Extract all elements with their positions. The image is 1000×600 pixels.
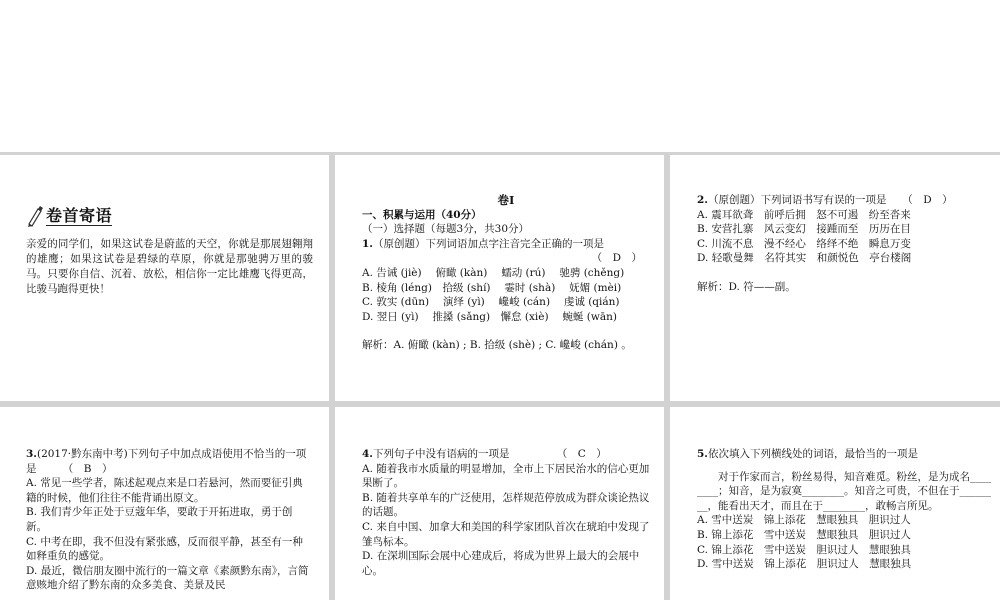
question-text: (2017·黔东南中考)下列句子中加点成语使用不恰当的一项是 (26, 448, 307, 475)
option-c: C. 锦上添花 雪中送炭 胆识过人 慧眼独具 (697, 543, 911, 556)
intro-brand (26, 205, 313, 227)
option-d: D. 雪中送炭 锦上添花 胆识过人 慧眼独具 (697, 558, 912, 571)
answer-bracket: （ B ） (68, 462, 113, 475)
option-a: A. 随着我市水质量的明显增加，全市上下居民治水的信心更加果断了。 (362, 462, 650, 490)
option-b: B. 随着共享单车的广泛使用，怎样规范停放成为群众谈论热议的话题。 (362, 491, 650, 519)
option-c: C. 川流不息 漫不经心 络绎不绝 瞬息万变 (697, 237, 911, 250)
option-a: A. 震耳欲聋 前呼后拥 怒不可遏 纷至沓来 (697, 208, 911, 221)
slide-question-1[interactable] (335, 155, 664, 401)
answer-bracket: （ C ） (561, 448, 607, 460)
pen-icon (26, 205, 44, 227)
analysis-text: 解析：A. 俯瞰 (kàn) ; B. 拾级 (shè) ; C. 巉峻 (chán) 。 (362, 339, 632, 352)
question-number: 1. (362, 237, 373, 250)
question-number: 2. (697, 194, 708, 206)
option-a: A. 告诫 (jiè) 俯瞰 (kàn) 蠕动 (rú) 驰骋 (chěng) (362, 266, 625, 279)
answer-bracket: （ D ） (907, 194, 953, 206)
slide-question-5[interactable] (670, 407, 1000, 600)
option-b: B. 我们青少年正处于豆蔻年华，要敢于开拓进取，勇于创新。 (26, 506, 293, 533)
question-text: 依次填入下列横线处的词语，最恰当的一项是 (707, 448, 918, 460)
option-b: B. 安营扎寨 风云变幻 接踵而至 历历在目 (697, 223, 911, 236)
volume-title: 卷Ⅰ (497, 193, 515, 207)
option-b: B. 锦上添花 雪中送炭 慧眼独具 胆识过人 (697, 528, 911, 541)
slide-question-3[interactable] (0, 407, 329, 600)
analysis-text: 解析：D. 符——副。 (697, 280, 796, 293)
top-blank-area (0, 0, 1000, 152)
option-c: C. 来自中国、加拿大和美国的科学家团队首次在琥珀中发现了雏鸟标本。 (362, 520, 650, 548)
option-d: D. 在深圳国际会展中心建成后，将成为世界上最大的会展中心。 (362, 550, 640, 577)
question-stem (697, 193, 994, 208)
question-stem (697, 447, 994, 462)
question-stem (362, 447, 650, 462)
question-number: 4. (362, 448, 373, 460)
option-a: A. 雪中送炭 锦上添花 慧眼独具 胆识过人 (697, 514, 911, 527)
question-stem (362, 237, 650, 252)
passage-text: 对于作家而言，粉丝易得，知音难觅。粉丝，是为成名________；知音，是为寂寞________。知音之可贵，不但在于________，能看出天才，而且在于________，敢畅言所见。 (697, 470, 991, 512)
option-c: C. 中考在即，我不但没有紧张感，反而很平静，甚至有一种如释重负的感觉。 (26, 535, 303, 563)
question-stem (26, 447, 313, 476)
intro-text: 亲爱的同学们，如果这试卷是蔚蓝的天空，你就是那展翅翱翔的雄鹰；如果这试卷是碧绿的草原，你就是那驰骋万里的骏马。只要你自信、沉着、放松，相信你一定比雄鹰飞得更高，比骏马跑得更快！ (26, 238, 313, 295)
section-title: 一、积累与运用（40分） (362, 208, 482, 221)
option-d: D. 轻歌曼舞 名符其实 和颜悦色 亭台楼阁 (697, 252, 912, 265)
answer-bracket: （ D ） (591, 252, 642, 265)
option-c: C. 敦实 (dūn) 演绎 (yì) 巉峻 (cán) 虔诚 (qián) (362, 296, 620, 309)
question-text: （原创题）下列词语书写有误的一项是 (707, 194, 887, 206)
option-b: B. 棱角 (léng) 拾级 (shí) 霎时 (shà) 妩媚 (mèi) (362, 281, 622, 294)
option-d: D. 最近，微信朋友圈中流行的一篇文章《素颜黔东南》，言简意赅地介绍了黔东南的众多美食、美景及民 (26, 564, 309, 592)
question-text: 下列句子中没有语病的一项是 (372, 448, 510, 460)
option-d: D. 翌日 (yì) 推搡 (sǎng) 懈怠 (xiè) 蜿蜒 (wān) (362, 310, 617, 323)
option-a: A. 常见一些学者，陈述起观点来是口若悬河，然而要征引典籍的时候，他们往往不能背诵出原文。 (26, 477, 303, 504)
slide-question-2[interactable] (670, 155, 1000, 401)
slide-question-4[interactable] (335, 407, 664, 600)
question-number: 5. (697, 448, 708, 460)
question-text: （原创题）下列词语加点字注音完全正确的一项是 (372, 237, 604, 250)
question-number: 3. (26, 448, 37, 460)
subsection-title: （一）选择题（每题3分，共30分） (362, 223, 530, 236)
intro-title: 卷首寄语 (46, 205, 113, 225)
slide-intro[interactable] (0, 155, 329, 401)
